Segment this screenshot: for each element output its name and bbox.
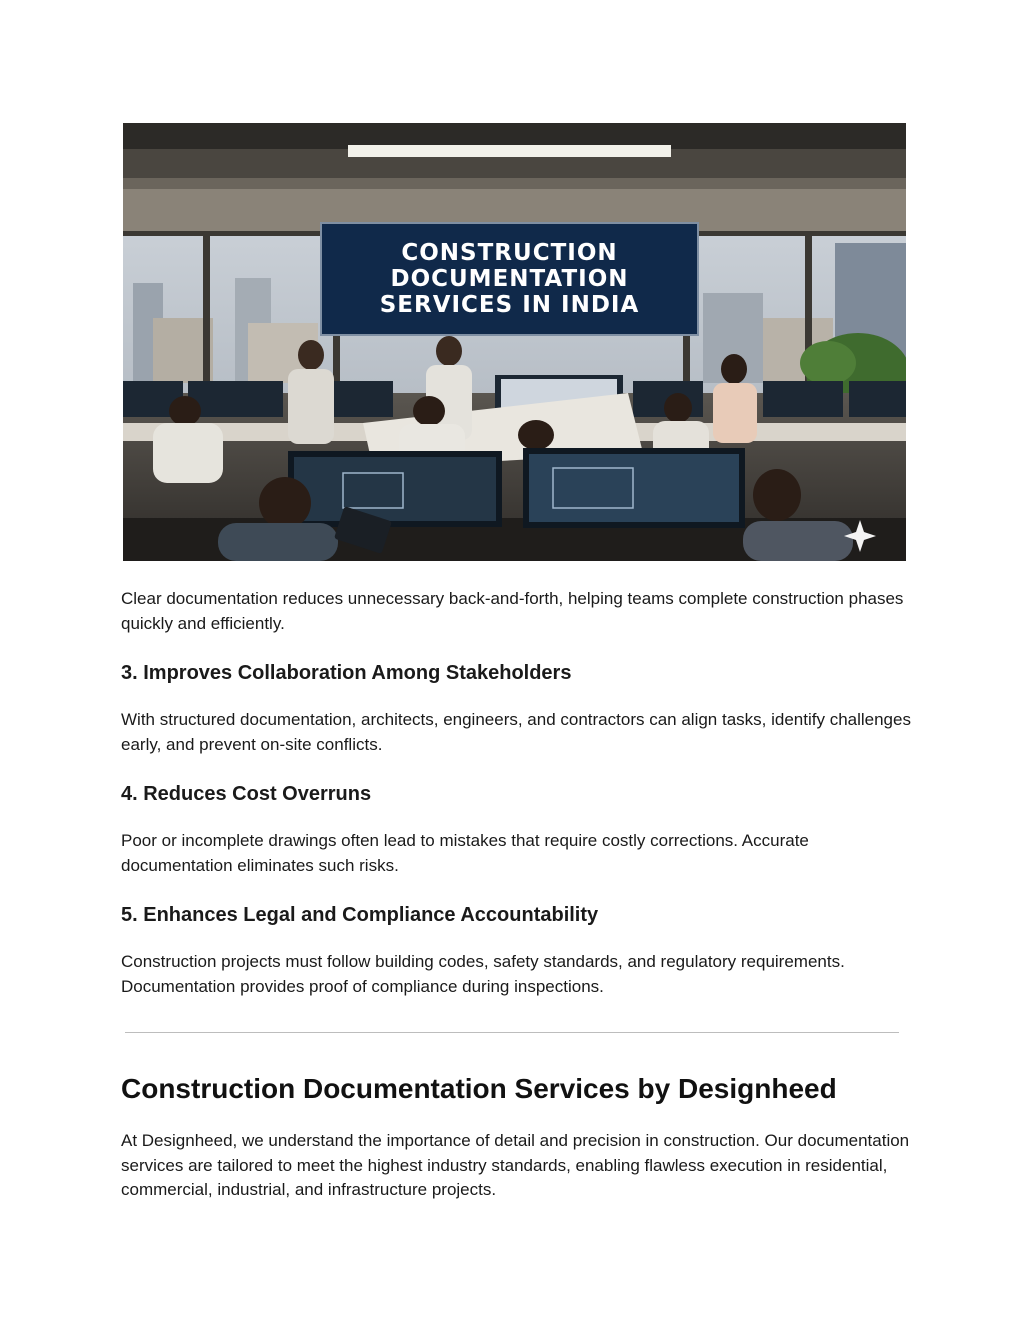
hero-sign-line-3: SERVICES IN INDIA: [379, 292, 640, 318]
section-body-cost-overruns: Poor or incomplete drawings often lead to mistakes that require costly corrections. Accurate documentation eliminates such risks.: [121, 831, 809, 875]
hero-sign-line-2: DOCUMENTATION: [390, 266, 629, 292]
hero-sign-line-1: CONSTRUCTION: [401, 240, 618, 266]
section-body-collaboration: With structured documentation, architects, engineers, and contractors can align tasks, identify challenges early, and prevent on-site conflicts.: [121, 710, 911, 754]
intro-paragraph: Clear documentation reduces unnecessary back-and-forth, helping teams complete construction phases quickly and efficiently.: [121, 589, 904, 633]
section-body-legal-compliance: Construction projects must follow building codes, safety standards, and regulatory requirements. Documentation provides proof of compliance during inspections.: [121, 952, 845, 996]
section-heading-legal-compliance: 5. Enhances Legal and Compliance Accountability: [121, 904, 599, 926]
main-paragraph: At Designheed, we understand the importance of detail and precision in construction. Our documentation services are tailored to meet the highest industry standards, enabling flawless execution in residential, commercial, industrial, and infrastructure projects.: [121, 1131, 910, 1199]
section-heading-collaboration: 3. Improves Collaboration Among Stakeholders: [121, 662, 572, 684]
office-scene-illustration: [123, 123, 906, 561]
horizontal-divider: [125, 1032, 899, 1033]
section-heading-cost-overruns: 4. Reduces Cost Overruns: [121, 783, 372, 805]
hero-image: [123, 123, 906, 561]
hero-sign: [320, 222, 699, 336]
main-heading: Construction Documentation Services by Designheed: [121, 1073, 837, 1104]
